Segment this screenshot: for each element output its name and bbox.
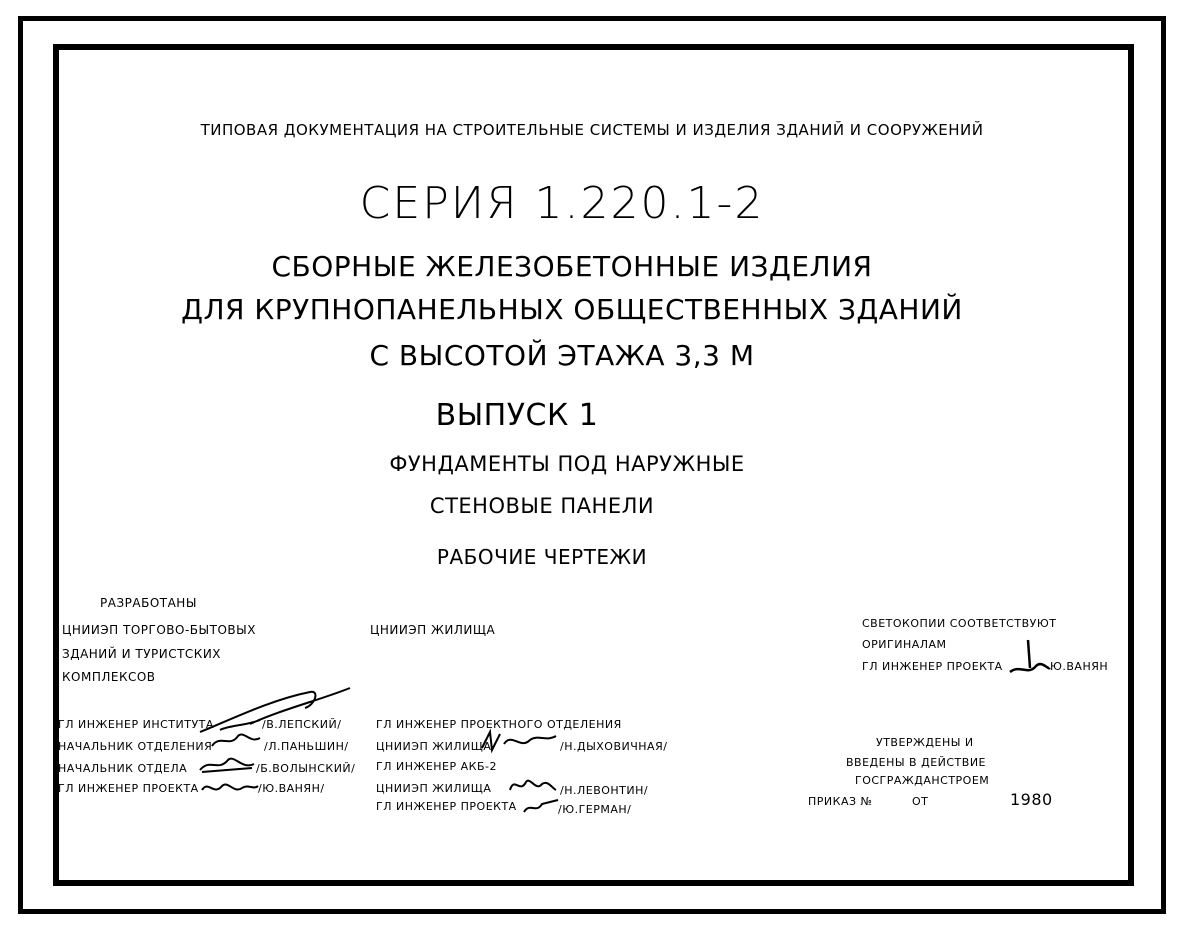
signature-vanyan-left xyxy=(200,776,260,798)
sig-left-name-3: /Б.ВОЛЫНСКИЙ/ xyxy=(256,762,356,775)
approval-line-3: ГОСГРАЖДАНСТРОЕМ xyxy=(855,774,990,787)
sig-mid-role-4: ЦНИИЭП ЖИЛИЩА xyxy=(376,782,492,795)
title-line-2: ДЛЯ КРУПНОПАНЕЛЬНЫХ ОБЩЕСТВЕННЫХ ЗДАНИЙ xyxy=(181,293,963,326)
copies-role: ГЛ ИНЖЕНЕР ПРОЕКТА xyxy=(862,660,1003,673)
signature-levontin xyxy=(508,774,558,796)
sig-mid-name-2: /Н.ДЫХОВИЧНАЯ/ xyxy=(560,740,668,753)
sig-left-role-2: НАЧАЛЬНИК ОТДЕЛЕНИЯ xyxy=(58,740,213,753)
document-subtitle: ТИПОВАЯ ДОКУМЕНТАЦИЯ НА СТРОИТЕЛЬНЫЕ СИСТЕМЫ И ИЗДЕЛИЯ ЗДАНИЙ И СООРУЖЕНИЙ xyxy=(200,121,984,139)
sig-left-role-3: НАЧАЛЬНИК ОТДЕЛА xyxy=(58,762,188,775)
sig-mid-role-3: ГЛ ИНЖЕНЕР АКБ-2 xyxy=(376,760,497,773)
developed-label: РАЗРАБОТАНЫ xyxy=(100,596,197,610)
developer-org-line-1: ЦНИИЭП ТОРГОВО-БЫТОВЫХ xyxy=(62,623,256,637)
approval-order-label: ПРИКАЗ № xyxy=(808,795,873,808)
copies-line-2: ОРИГИНАЛАМ xyxy=(862,638,947,651)
signature-vanyan-right xyxy=(1006,638,1052,682)
sig-left-role-4: ГЛ ИНЖЕНЕР ПРОЕКТА xyxy=(58,782,199,795)
sig-mid-name-4: /Н.ЛЕВОНТИН/ xyxy=(560,784,649,797)
developer-org-2: ЦНИИЭП ЖИЛИЩА xyxy=(370,623,496,637)
title-line-3: С ВЫСОТОЙ ЭТАЖА 3,3 М xyxy=(369,339,755,372)
sig-left-name-2: /Л.ПАНЬШИН/ xyxy=(264,740,349,753)
approval-line-2: ВВЕДЕНЫ В ДЕЙСТВИЕ xyxy=(846,756,987,769)
signature-volynsky xyxy=(198,752,258,774)
approval-line-1: УТВЕРЖДЕНЫ И xyxy=(876,736,974,749)
developer-org-line-3: КОМПЛЕКСОВ xyxy=(62,670,156,684)
working-drawings-label: РАБОЧИЕ ЧЕРТЕЖИ xyxy=(436,545,648,569)
series-number: СЕРИЯ 1.220.1-2 xyxy=(359,178,765,229)
sig-left-name-4: /Ю.ВАНЯН/ xyxy=(258,782,325,795)
topic-line-1: ФУНДАМЕНТЫ ПОД НАРУЖНЫЕ xyxy=(389,452,745,476)
sig-mid-role-2: ЦНИИЭП ЖИЛИЩА xyxy=(376,740,492,753)
developer-org-line-2: ЗДАНИЙ И ТУРИСТСКИХ xyxy=(62,647,222,661)
sig-mid-role-5: ГЛ ИНЖЕНЕР ПРОЕКТА xyxy=(376,800,517,813)
sig-left-role-1: ГЛ ИНЖЕНЕР ИНСТИТУТА xyxy=(58,718,214,731)
copies-line-1: СВЕТОКОПИИ СООТВЕТСТВУЮТ xyxy=(862,617,1057,630)
issue-number: ВЫПУСК 1 xyxy=(435,398,599,433)
signature-panshin xyxy=(210,730,270,750)
topic-line-2: СТЕНОВЫЕ ПАНЕЛИ xyxy=(429,494,655,518)
signature-dykhovichnaya xyxy=(480,730,560,754)
copies-name: Ю.ВАНЯН xyxy=(1050,660,1109,673)
approval-year: 1980 xyxy=(1010,790,1053,809)
sig-mid-name-5: /Ю.ГЕРМАН/ xyxy=(558,803,632,816)
sig-left-name-1: /В.ЛЕПСКИЙ/ xyxy=(262,718,342,731)
sig-mid-role-1: ГЛ ИНЖЕНЕР ПРОЕКТНОГО ОТДЕЛЕНИЯ xyxy=(376,718,622,731)
title-line-1: СБОРНЫЕ ЖЕЛЕЗОБЕТОННЫЕ ИЗДЕЛИЯ xyxy=(271,250,873,283)
approval-from-label: ОТ xyxy=(912,795,929,808)
signature-german xyxy=(522,796,562,818)
